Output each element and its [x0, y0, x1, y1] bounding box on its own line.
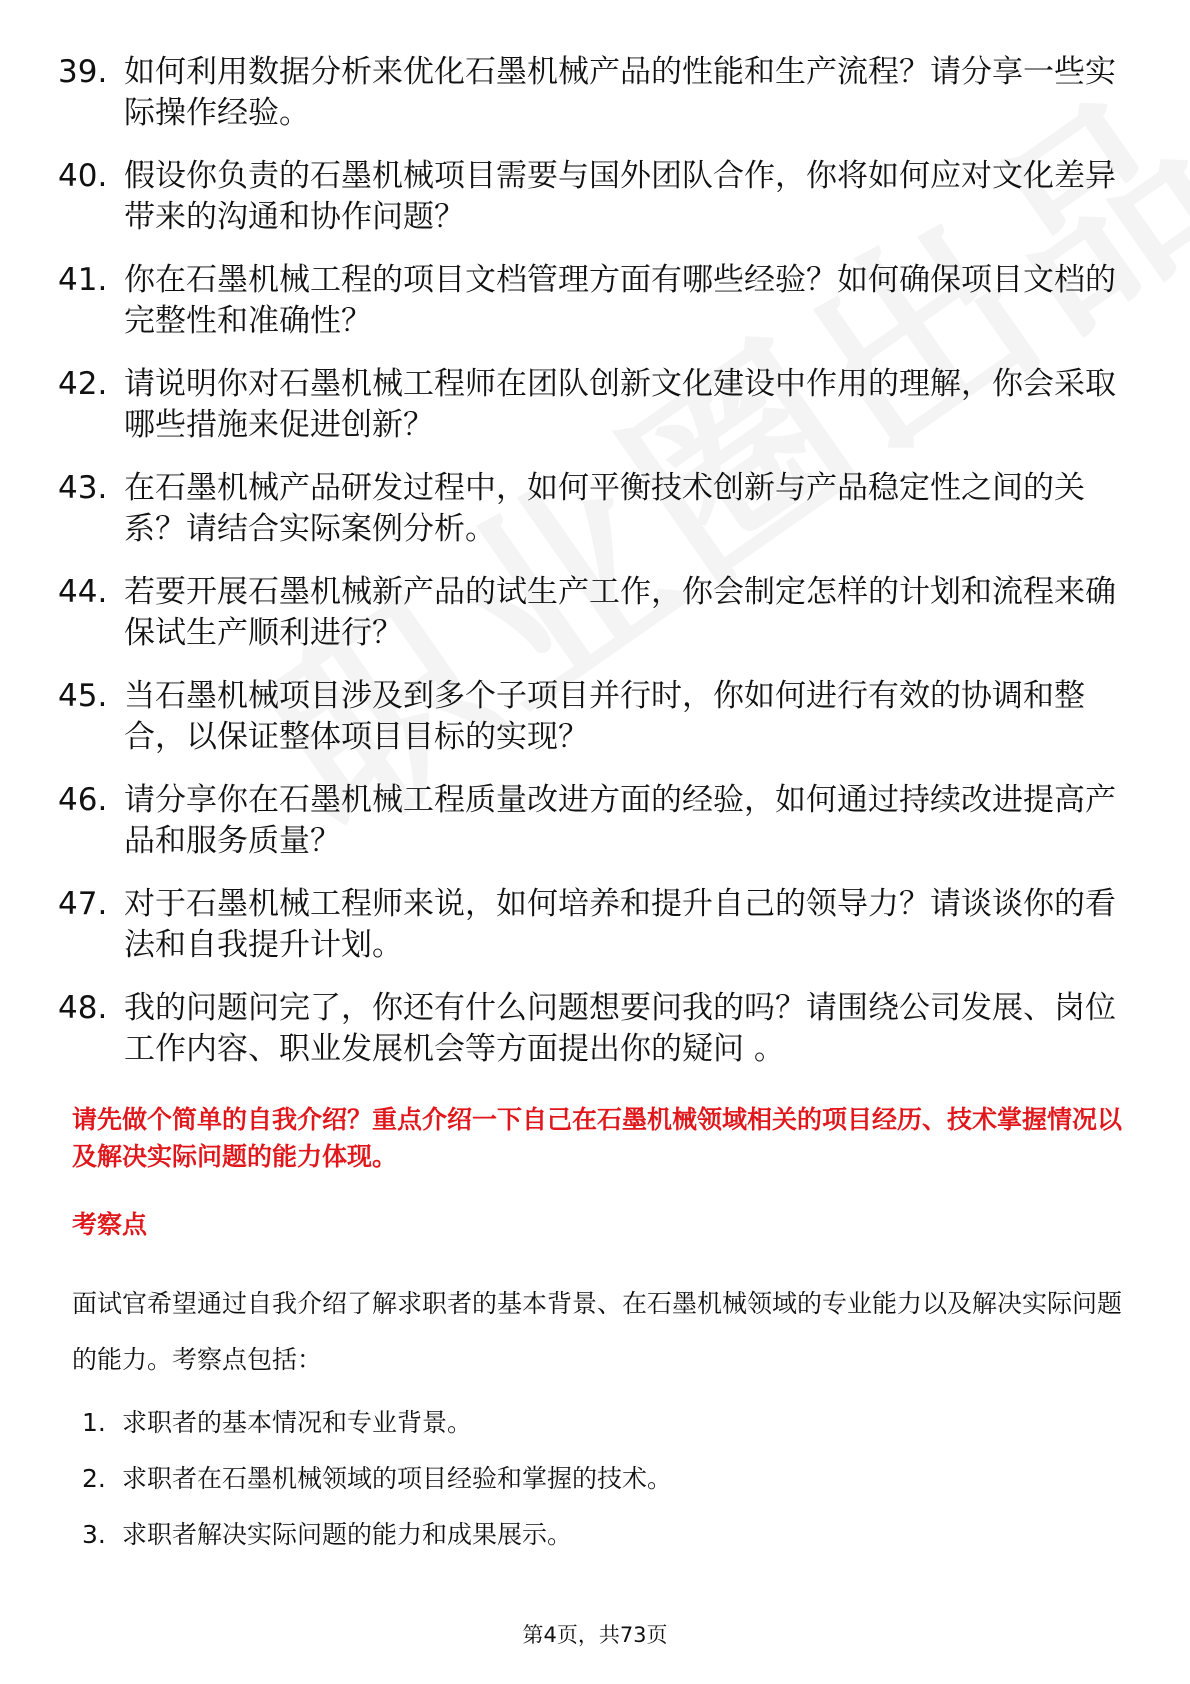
- question-item: [58, 52, 1138, 134]
- question-item: [58, 260, 1138, 342]
- point-text: 求职者的基本情况和专业背景。: [122, 1408, 473, 1437]
- question-text: 当石墨机械项目涉及到多个子项目并行时，你如何进行有效的协调和整合，以保证整体项目目标的实现？: [124, 678, 1085, 755]
- question-text: 对于石墨机械工程师来说，如何培养和提升自己的领导力？请谈谈你的看法和自我提升计划。: [124, 886, 1116, 963]
- question-item: [58, 988, 1138, 1070]
- question-list: [58, 52, 1138, 1092]
- question-text: 请分享你在石墨机械工程质量改进方面的经验，如何通过持续改进提高产品和服务质量？: [124, 782, 1116, 859]
- assessment-point: [82, 1405, 1082, 1440]
- question-text: 我的问题问完了，你还有什么问题想要问我的吗？请围绕公司发展、岗位工作内容、职业发展机会等方面提出你的疑问 。: [124, 990, 1116, 1067]
- question-number: 44.: [58, 574, 108, 610]
- point-text: 求职者解决实际问题的能力和成果展示。: [122, 1520, 573, 1549]
- question-item: [58, 468, 1138, 550]
- point-text: 求职者在石墨机械领域的项目经验和掌握的技术。: [122, 1464, 673, 1493]
- question-item: [58, 676, 1138, 758]
- question-item: [58, 364, 1138, 446]
- question-text: 若要开展石墨机械新产品的试生产工作，你会制定怎样的计划和流程来确保试生产顺利进行？: [124, 574, 1116, 651]
- question-item: [58, 780, 1138, 862]
- question-number: 39.: [58, 54, 108, 90]
- question-number: 42.: [58, 366, 108, 402]
- question-text: 假设你负责的石墨机械项目需要与国外团队合作，你将如何应对文化差异带来的沟通和协作问题？: [124, 158, 1116, 235]
- question-item: [58, 572, 1138, 654]
- assessment-point-list: [82, 1405, 1082, 1573]
- question-number: 45.: [58, 678, 108, 714]
- assessment-intro: 面试官希望通过自我介绍了解求职者的基本背景、在石墨机械领域的专业能力以及解决实际问题的能力。考察点包括：: [72, 1289, 1123, 1374]
- question-item: [58, 884, 1138, 966]
- question-item: [58, 156, 1138, 238]
- question-number: 46.: [58, 782, 108, 818]
- question-text: 你在石墨机械工程的项目文档管理方面有哪些经验？如何确保项目文档的完整性和准确性？: [124, 262, 1116, 339]
- question-number: 48.: [58, 990, 108, 1026]
- assessment-point: [82, 1461, 1082, 1496]
- point-number: 2.: [82, 1464, 106, 1493]
- point-number: 3.: [82, 1520, 106, 1549]
- question-number: 40.: [58, 158, 108, 194]
- question-text: 在石墨机械产品研发过程中，如何平衡技术创新与产品稳定性之间的关系？请结合实际案例分析。: [124, 470, 1085, 547]
- question-text: 如何利用数据分析来优化石墨机械产品的性能和生产流程？请分享一些实际操作经验。: [124, 54, 1116, 131]
- point-number: 1.: [82, 1408, 106, 1437]
- question-text: 请说明你对石墨机械工程师在团队创新文化建设中作用的理解，你会采取哪些措施来促进创新？: [124, 366, 1116, 443]
- focus-question: 请先做个简单的自我介绍？重点介绍一下自己在石墨机械领域相关的项目经历、技术掌握情况以及解决实际问题的能力体现。: [72, 1105, 1123, 1171]
- assessment-heading: 考察点: [72, 1210, 148, 1239]
- question-number: 43.: [58, 470, 108, 506]
- assessment-point: [82, 1517, 1082, 1552]
- question-number: 47.: [58, 886, 108, 922]
- question-number: 41.: [58, 262, 108, 298]
- page-footer: 第4页，共73页: [522, 1623, 668, 1647]
